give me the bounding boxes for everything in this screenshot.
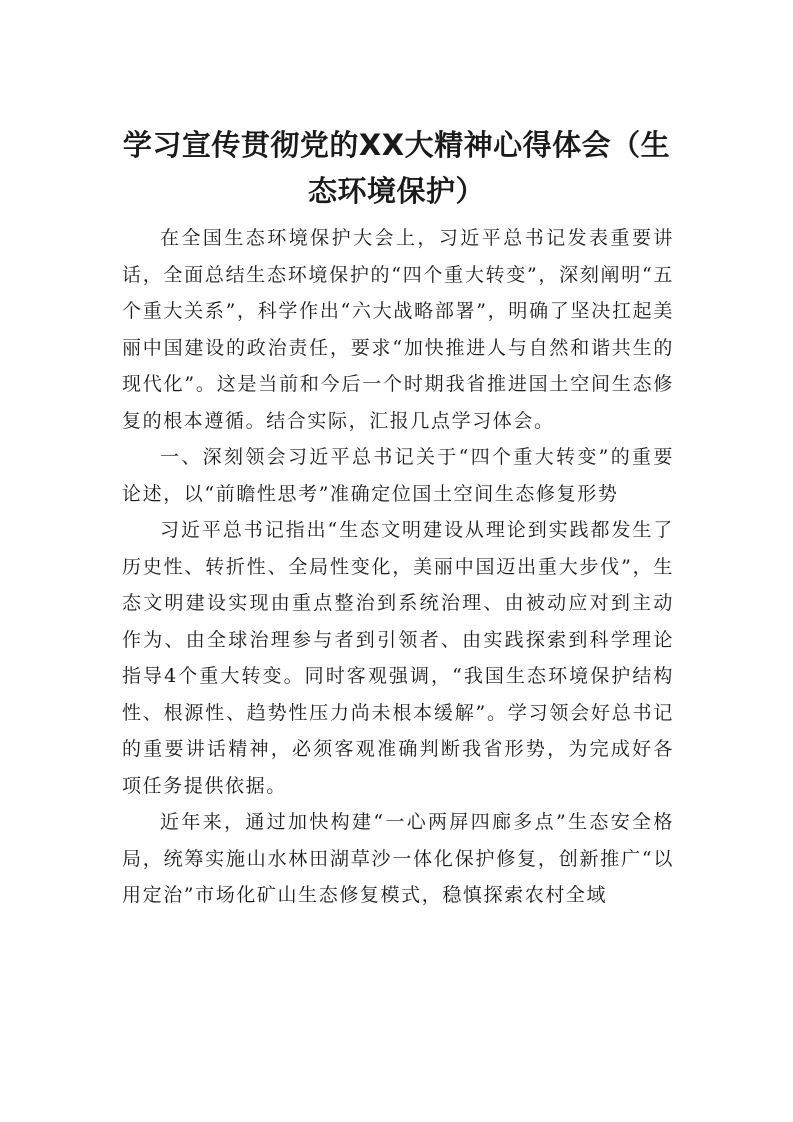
document-title: 学习宣传贯彻党的XX大精神心得体会（生态环境保护） (122, 128, 671, 208)
paragraph-intro: 在全国生态环境保护大会上，习近平总书记发表重要讲话，全面总结生态环境保护的“四个重大转变”，深刻阐明“五个重大关系”，科学作出“六大战略部署”，明确了坚决扛起美丽中国建设的政治责任，要求“加快推进人与自然和谐共生的现代化”。这是当前和今后一个时期我省推进国土空间生态修复的根本遵循。结合实际，汇报几点学习体会。 (122, 227, 674, 432)
document-body (122, 220, 674, 914)
paragraph-transformations: 习近平总书记指出“生态文明建设从理论到实践都发生了历史性、转折性、全局性变化，美丽中国迈出重大步伐”，生态文明建设实现由重点整治到系统治理、由被动应对到主动作为、由全球治理参与者到引领者、由实践探索到科学理论指导4个重大转变。同时客观强调，“我国生态环境保护结构性、根源性、趋势性压力尚未根本缓解”。学习领会好总书记的重要讲话精神，必须客观准确判断我省形势，为完成好各项任务提供依据。 (122, 519, 674, 797)
section-heading-1: 一、深刻领会习近平总书记关于“四个重大转变”的重要论述，以“前瞻性思考”准确定位国土空间生态修复形势 (122, 446, 674, 505)
paragraph-recent-years: 近年来，通过加快构建“一心两屏四廊多点”生态安全格局，统筹实施山水林田湖草沙一体化保护修复，创新推广“以用定治”市场化矿山生态修复模式，稳慎探索农村全域 (122, 811, 674, 906)
